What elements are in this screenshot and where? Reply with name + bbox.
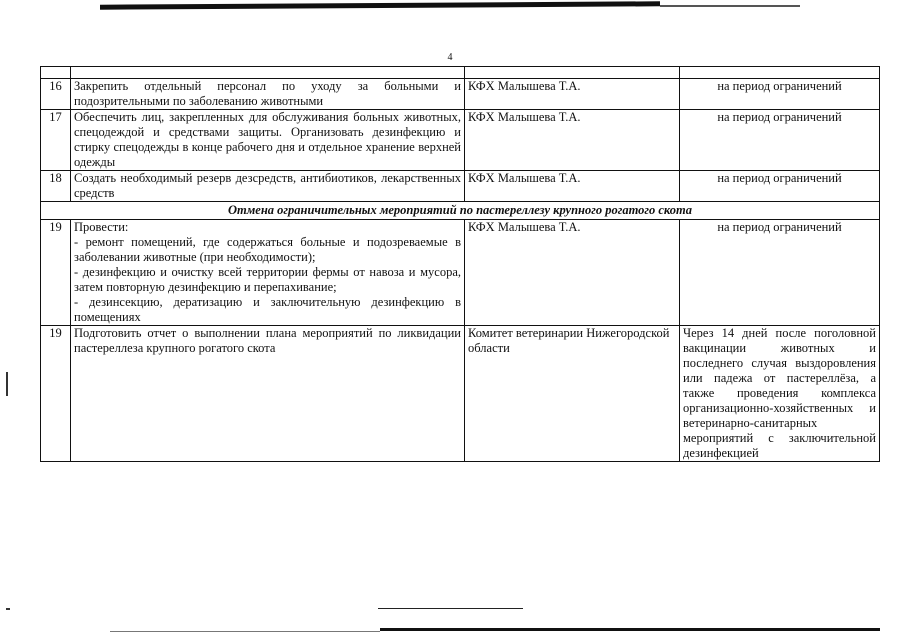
- table-row: [41, 79, 880, 110]
- row-action: [71, 220, 465, 326]
- section-heading-row: [41, 202, 880, 220]
- row-number: 16: [41, 79, 71, 110]
- row-term: на период ограничений: [680, 220, 880, 326]
- row-term: на период ограничений: [680, 171, 880, 202]
- row-action: Закрепить отдельный персонал по уходу за больными и подозрительными по заболеванию животными: [71, 79, 465, 110]
- table-cell: [71, 67, 465, 79]
- row-executor: КФХ Малышева Т.А.: [465, 79, 680, 110]
- page-number: 4: [447, 52, 453, 63]
- row-term: на период ограничений: [680, 79, 880, 110]
- table-cell: [465, 67, 680, 79]
- row-number: 18: [41, 171, 71, 202]
- scan-mark: [6, 372, 8, 396]
- action-line: Провести:: [74, 220, 129, 234]
- action-line: - ремонт помещений, где содержаться больные и подозреваемые в заболевании животные (при необходимости);: [74, 235, 461, 264]
- row-number: 19: [41, 326, 71, 462]
- row-term: на период ограничений: [680, 110, 880, 171]
- row-executor: КФХ Малышева Т.А.: [465, 110, 680, 171]
- row-number: 17: [41, 110, 71, 171]
- row-executor: КФХ Малышева Т.А.: [465, 220, 680, 326]
- table-row: [41, 110, 880, 171]
- row-action: Обеспечить лиц, закрепленных для обслуживания больных животных, спецодеждой и средствами защиты. Организовать дезинфекцию и стирку спецодежды в конце рабочего дня и отдельное хранение верхней одежды: [71, 110, 465, 171]
- table-cell: [680, 67, 880, 79]
- table-header-row: [41, 67, 880, 79]
- row-executor: КФХ Малышева Т.А.: [465, 171, 680, 202]
- measures-table: [40, 66, 880, 462]
- scan-border-bottom-thin: [110, 631, 380, 632]
- scan-border-top: [100, 1, 660, 9]
- row-action: Создать необходимый резерв дезсредств, антибиотиков, лекарственных средств: [71, 171, 465, 202]
- row-number: 19: [41, 220, 71, 326]
- action-line: - дезинсекцию, дератизацию и заключительную дезинфекцию в помещениях: [74, 295, 461, 324]
- footnote-rule: [378, 608, 523, 609]
- table-row: [41, 326, 880, 462]
- scan-border-top-thin: [660, 5, 800, 7]
- row-executor: Комитет ветеринарии Нижегородской области: [465, 326, 680, 462]
- action-line: - дезинфекцию и очистку всей территории фермы от навоза и мусора, затем повторную дезинфекцию и перепахивание;: [74, 265, 461, 294]
- table-row: [41, 220, 880, 326]
- scan-border-bottom: [380, 628, 880, 631]
- scan-mark: [6, 608, 10, 610]
- table-row: [41, 171, 880, 202]
- row-action: Подготовить отчет о выполнении плана мероприятий по ликвидации пастереллеза крупного рогатого скота: [71, 326, 465, 462]
- section-heading: Отмена ограничительных мероприятий по пастереллезу крупного рогатого скота: [41, 202, 880, 220]
- row-term: Через 14 дней после поголовной вакцинации животных и последнего случая выздоровления или падежа от пастереллёза, а также проведения комплекса организационно-хозяйственных и ветеринарно-санитарных мероприятий с заключительной дезинфекцией: [680, 326, 880, 462]
- table-cell: [41, 67, 71, 79]
